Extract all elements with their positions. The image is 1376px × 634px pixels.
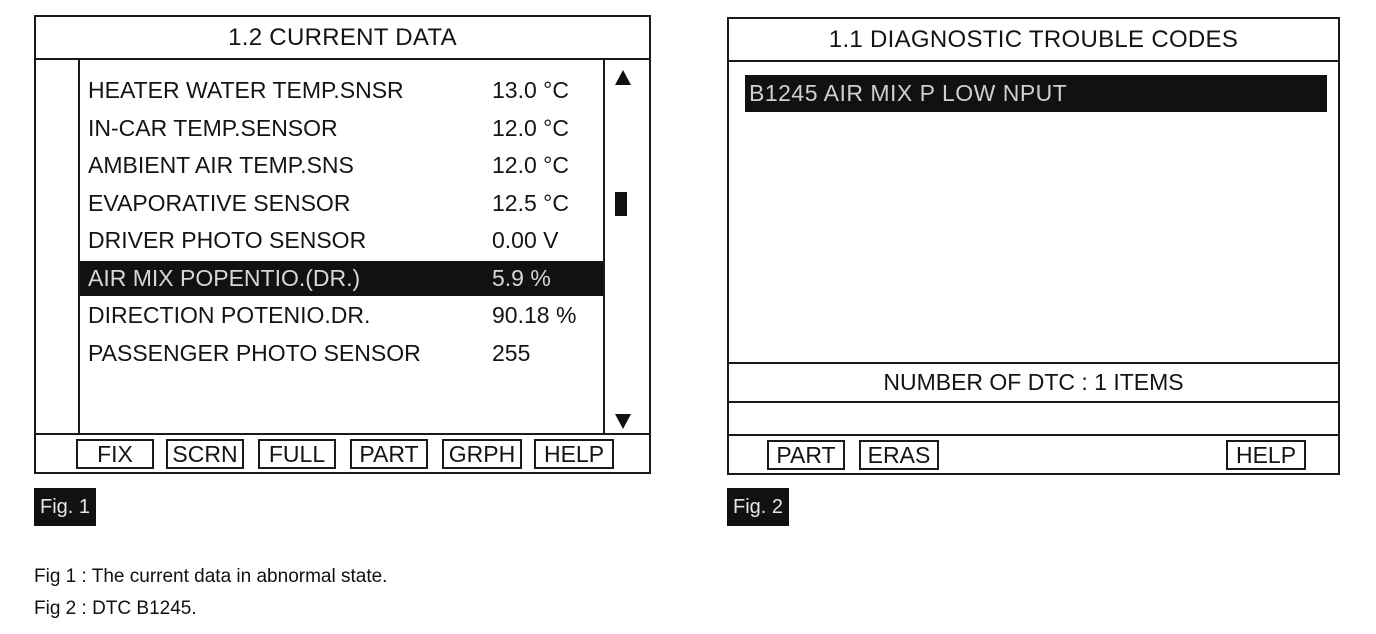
sensor-name: AMBIENT AIR TEMP.SNS: [88, 152, 354, 178]
scrollbar[interactable]: [603, 58, 649, 434]
grph-button[interactable]: GRPH: [442, 439, 522, 469]
full-button[interactable]: FULL: [258, 439, 336, 469]
data-row[interactable]: [80, 72, 603, 110]
fix-button[interactable]: FIX: [76, 439, 154, 469]
figure-label: Fig. 2: [727, 488, 789, 526]
scroll-up-arrow-icon[interactable]: [615, 70, 631, 85]
data-row[interactable]: [80, 335, 603, 373]
sensor-name: PASSENGER PHOTO SENSOR: [88, 339, 421, 366]
sensor-name: EVAPORATIVE SENSOR: [88, 189, 351, 216]
current-data-screen: [34, 15, 651, 474]
sensor-name: AIR MIX POPENTIO.(DR.): [88, 264, 361, 291]
sensor-value: 90.18 %: [492, 302, 577, 328]
sensor-value: 5.9 %: [492, 264, 551, 291]
sensor-value: 0.00 V: [492, 227, 559, 253]
help-button[interactable]: HELP: [1226, 440, 1306, 470]
sensor-name: IN-CAR TEMP.SENSOR: [88, 114, 338, 141]
data-row[interactable]: [80, 185, 603, 223]
scroll-thumb[interactable]: [615, 192, 627, 216]
selected-data-row[interactable]: [80, 261, 603, 296]
part-button[interactable]: PART: [350, 439, 428, 469]
data-row[interactable]: [80, 222, 603, 260]
softkey-bar: [36, 433, 649, 472]
softkey-bar: [729, 434, 1338, 473]
dtc-screen: [727, 17, 1340, 475]
sensor-value: 12.5 °C: [492, 189, 569, 216]
sensor-name: DRIVER PHOTO SENSOR: [88, 227, 367, 253]
scrn-button[interactable]: SCRN: [166, 439, 244, 469]
data-row[interactable]: [80, 147, 603, 185]
sensor-value: 12.0 °C: [492, 114, 569, 141]
left-margin-strip: [36, 58, 80, 434]
data-row[interactable]: [80, 110, 603, 148]
caption-fig2: Fig 2 : DTC B1245.: [34, 598, 197, 619]
data-row[interactable]: [80, 297, 603, 335]
dtc-list-item[interactable]: B1245 AIR MIX P LOW NPUT: [745, 75, 1327, 112]
part-button[interactable]: PART: [767, 440, 845, 470]
sensor-value: 255: [492, 339, 531, 366]
help-button[interactable]: HELP: [534, 439, 614, 469]
sensor-name: DIRECTION POTENIO.DR.: [88, 302, 371, 328]
figure-label: Fig. 1: [34, 488, 96, 526]
screen-title: 1.2 CURRENT DATA: [36, 17, 649, 60]
caption-fig1: Fig 1 : The current data in abnormal state.: [34, 566, 388, 587]
screen-title: 1.1 DIAGNOSTIC TROUBLE CODES: [729, 19, 1338, 62]
sensor-value: 12.0 °C: [492, 152, 569, 178]
data-list: [80, 72, 603, 372]
scroll-down-arrow-icon[interactable]: [615, 414, 631, 429]
sensor-value: 13.0 °C: [492, 77, 569, 103]
sensor-name: HEATER WATER TEMP.SNSR: [88, 77, 404, 103]
eras-button[interactable]: ERAS: [859, 440, 939, 470]
dtc-count: NUMBER OF DTC : 1 ITEMS: [729, 362, 1338, 403]
